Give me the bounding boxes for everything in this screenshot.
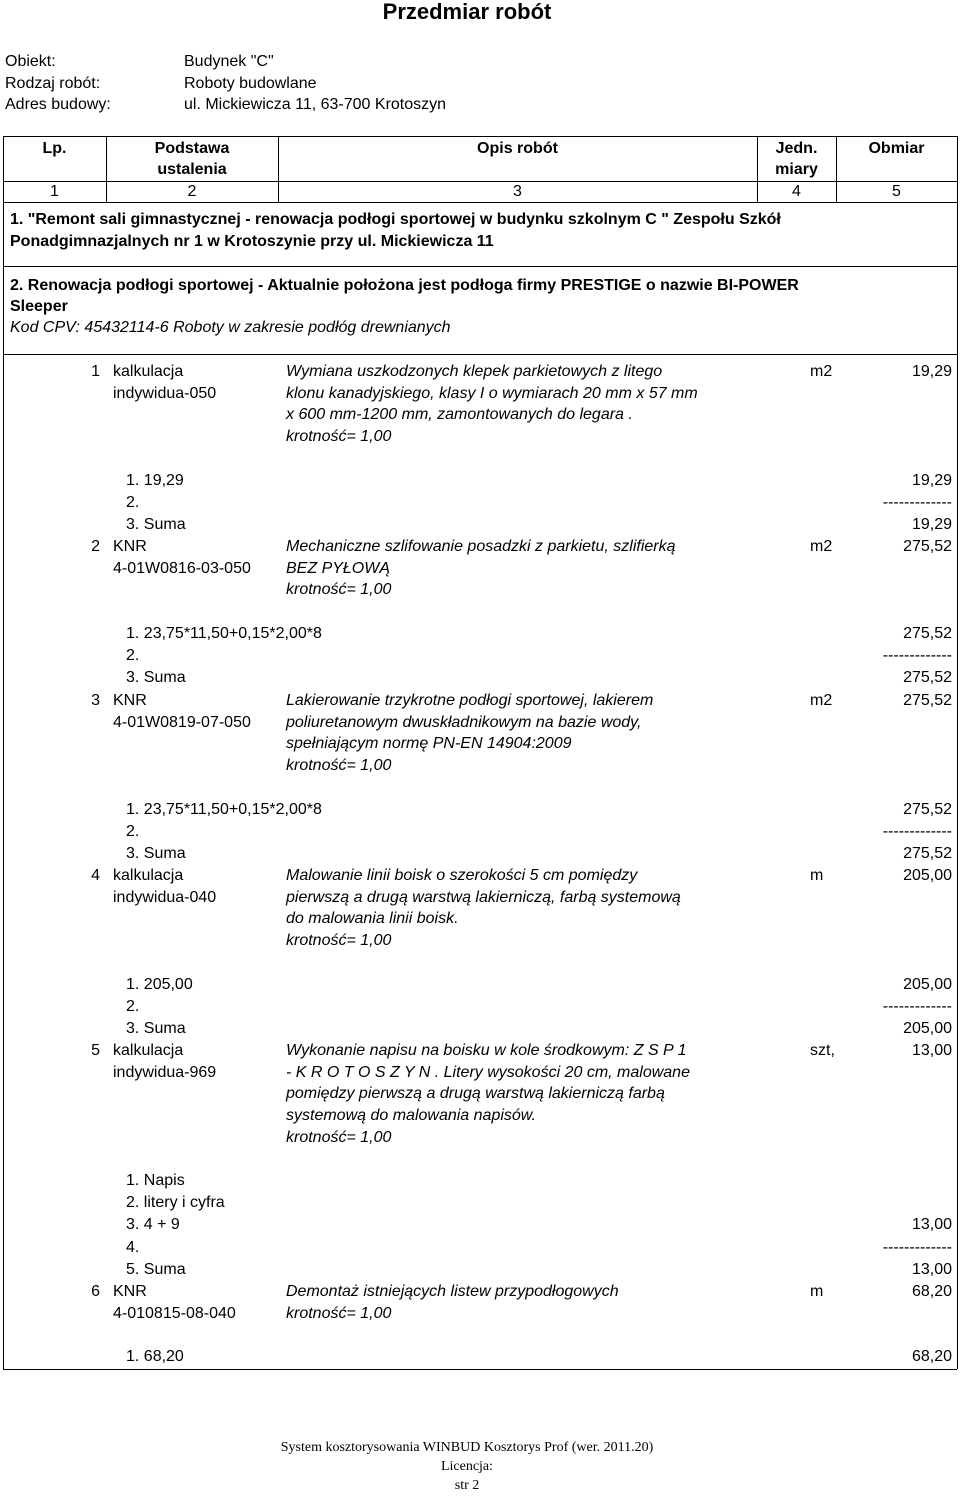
header-obmiar: Obmiar [868, 140, 925, 157]
item-basis-line: 4-01W0819-07-050 [113, 713, 251, 731]
calc-label: 2. [126, 646, 140, 664]
calc-value: 275,52 [903, 844, 952, 862]
calc-value: ------------- [882, 997, 952, 1015]
col-number-3: 3 [513, 183, 522, 200]
calc-label: 5. Suma [126, 1260, 186, 1278]
calc-value: 19,29 [911, 515, 952, 533]
calc-label: 3. Suma [126, 1019, 186, 1037]
item-description-line: pomiędzy pierwszą a drugą warstwą lakierniczą farbą [286, 1085, 665, 1103]
calc-value: 275,52 [903, 800, 952, 818]
item-unit: m [810, 1283, 824, 1300]
item-lp: 5 [91, 1042, 100, 1059]
item-lp: 3 [91, 692, 100, 709]
item-quantity: 68,20 [911, 1283, 952, 1300]
calc-label: 2. litery i cyfra [126, 1194, 225, 1212]
header-miary: miary [775, 161, 818, 178]
item-description-line: x 600 mm-1200 mm, zamontowanych do legara . [286, 406, 633, 424]
item-basis-line: KNR [113, 692, 147, 709]
info-label-obiekt: Obiekt: [5, 53, 56, 70]
table-right-border [957, 136, 958, 1369]
header-lp: Lp. [42, 140, 67, 157]
item-factor: krotność= 1,00 [286, 1304, 392, 1322]
item-quantity: 19,29 [911, 363, 952, 380]
calc-label: 1. 205,00 [126, 975, 193, 993]
section-2-separator [3, 354, 957, 355]
item-basis-line: indywidua-969 [113, 1063, 217, 1081]
info-value-adres: ul. Mickiewicza 11, 63-700 Krotoszyn [184, 96, 447, 113]
item-factor: krotność= 1,00 [286, 428, 392, 446]
col-number-4: 4 [792, 183, 801, 200]
calc-value: ------------- [882, 646, 952, 664]
item-basis-line: 4-01W0816-03-050 [113, 559, 251, 577]
calc-value: 205,00 [903, 1019, 952, 1037]
item-lp: 2 [91, 538, 100, 555]
item-factor: krotność= 1,00 [286, 1128, 392, 1146]
calc-label: 1. 68,20 [126, 1348, 184, 1366]
item-unit: m2 [810, 538, 833, 555]
footer-page: str 2 [454, 1478, 480, 1493]
item-description-line: Demontaż istniejących listew przypodłogowych [286, 1283, 619, 1300]
calc-value: ------------- [882, 493, 952, 511]
calc-value: 68,20 [911, 1348, 952, 1366]
calc-label: 2. [126, 997, 140, 1015]
info-value-obiekt: Budynek "C" [184, 53, 274, 70]
calc-label: 1. 19,29 [126, 471, 184, 489]
calc-label: 2. [126, 822, 140, 840]
calc-label: 3. Suma [126, 515, 186, 533]
header-podstawa: Podstawa [154, 140, 230, 157]
calc-value: 13,00 [911, 1260, 952, 1278]
item-description-line: spełniającym normę PN-EN 14904:2009 [286, 735, 572, 753]
item-basis-line: kalkulacja [113, 363, 184, 380]
item-basis-line: kalkulacja [113, 867, 184, 884]
section-1-line-1: 1. "Remont sali gimnastycznej - renowacja podłogi sportowej w budynku szkolnym C " Zespołu Szkół [10, 211, 781, 228]
document-title: Przedmiar robót [382, 0, 552, 24]
item-basis-line: KNR [113, 538, 147, 555]
calc-label: 1. 23,75*11,50+0,15*2,00*8 [126, 800, 322, 818]
calc-label: 3. 4 + 9 [126, 1216, 180, 1234]
item-quantity: 13,00 [911, 1042, 952, 1059]
item-quantity: 205,00 [903, 867, 952, 884]
item-description-line: Malowanie linii boisk o szerokości 5 cm pomiędzy [286, 867, 638, 884]
item-unit: m2 [810, 692, 833, 709]
item-basis-line: KNR [113, 1283, 147, 1300]
calc-value: 205,00 [903, 975, 952, 993]
calc-label: 3. Suma [126, 844, 186, 862]
calc-label: 1. 23,75*11,50+0,15*2,00*8 [126, 624, 322, 642]
info-value-rodzaj: Roboty budowlane [184, 75, 317, 92]
item-description-line: Wymiana uszkodzonych klepek parkietowych z litego [286, 363, 663, 380]
table-left-border [3, 136, 4, 1369]
item-description-line: Wykonanie napisu na boisku w kole środkowym: Z S P 1 [286, 1042, 687, 1059]
footer-license: Licencja: [440, 1459, 494, 1474]
section-2-cpv: Kod CPV: 45432114-6 Roboty w zakresie podłóg drewnianych [10, 319, 451, 336]
info-label-rodzaj: Rodzaj robót: [5, 75, 101, 92]
info-label-adres: Adres budowy: [5, 96, 111, 113]
item-lp: 4 [91, 867, 100, 884]
calc-label: 4. [126, 1238, 140, 1256]
item-quantity: 275,52 [903, 692, 952, 709]
calc-value: 275,52 [903, 669, 952, 687]
item-description-line: poliuretanowym dwuskładnikowym na bazie wody, [286, 713, 642, 731]
item-basis-line: indywidua-040 [113, 888, 217, 906]
item-unit: szt, [810, 1042, 835, 1059]
header-jedn: Jedn. [775, 140, 818, 157]
item-factor: krotność= 1,00 [286, 757, 392, 775]
item-basis-line: kalkulacja [113, 1042, 184, 1059]
item-unit: m [810, 867, 824, 884]
item-lp: 6 [91, 1283, 100, 1300]
number-row-separator [3, 202, 957, 203]
item-description-line: - K R O T O S Z Y N . Litery wysokości 20 cm, malowane [286, 1063, 690, 1081]
item-quantity: 275,52 [903, 538, 952, 555]
table-bottom-border [3, 1369, 957, 1370]
item-description-line: klonu kanadyjskiego, klasy I o wymiarach 20 mm x 57 mm [286, 384, 698, 402]
calc-value: 13,00 [911, 1216, 952, 1234]
item-lp: 1 [91, 363, 100, 380]
item-description-line: systemową do malowania napisów. [286, 1107, 536, 1125]
item-description-line: pierwszą a drugą warstwą lakierniczą, farbą systemową [286, 888, 681, 906]
section-2-line-1: 2. Renowacja podłogi sportowej - Aktualnie położona jest podłoga firmy PRESTIGE o nazwie BI-POWER [10, 277, 799, 294]
item-basis-line: 4-010815-08-040 [113, 1304, 236, 1322]
item-description-line: do malowania linii boisk. [286, 910, 459, 928]
calc-label: 3. Suma [126, 669, 186, 687]
item-unit: m2 [810, 363, 833, 380]
item-description-line: BEZ PYŁOWĄ [286, 559, 391, 577]
calc-value: ------------- [882, 822, 952, 840]
item-description-line: Lakierowanie trzykrotne podłogi sportowej, lakierem [286, 692, 654, 709]
calc-label: 2. [126, 493, 140, 511]
item-description-line: Mechaniczne szlifowanie posadzki z parkietu, szlifierką [286, 538, 676, 555]
calc-label: 1. Napis [126, 1172, 185, 1190]
item-factor: krotność= 1,00 [286, 932, 392, 950]
table-top-border [3, 136, 957, 137]
header-opis: Opis robót [477, 140, 558, 157]
calc-value: ------------- [882, 1238, 952, 1256]
item-basis-line: indywidua-050 [113, 384, 217, 402]
section-2-line-2: Sleeper [10, 298, 68, 315]
section-1-separator [3, 266, 957, 267]
footer-system: System kosztorysowania WINBUD Kosztorys Prof (wer. 2011.20) [280, 1440, 654, 1455]
calc-value: 275,52 [903, 624, 952, 642]
col-number-2: 2 [187, 183, 197, 200]
col-number-5: 5 [892, 183, 901, 200]
calc-value: 19,29 [911, 471, 952, 489]
col-number-1: 1 [50, 183, 59, 200]
item-factor: krotność= 1,00 [286, 581, 392, 599]
section-1-line-2: Ponadgimnazjalnych nr 1 w Krotoszynie przy ul. Mickiewicza 11 [10, 233, 494, 250]
header-ustalenia: ustalenia [157, 161, 227, 178]
